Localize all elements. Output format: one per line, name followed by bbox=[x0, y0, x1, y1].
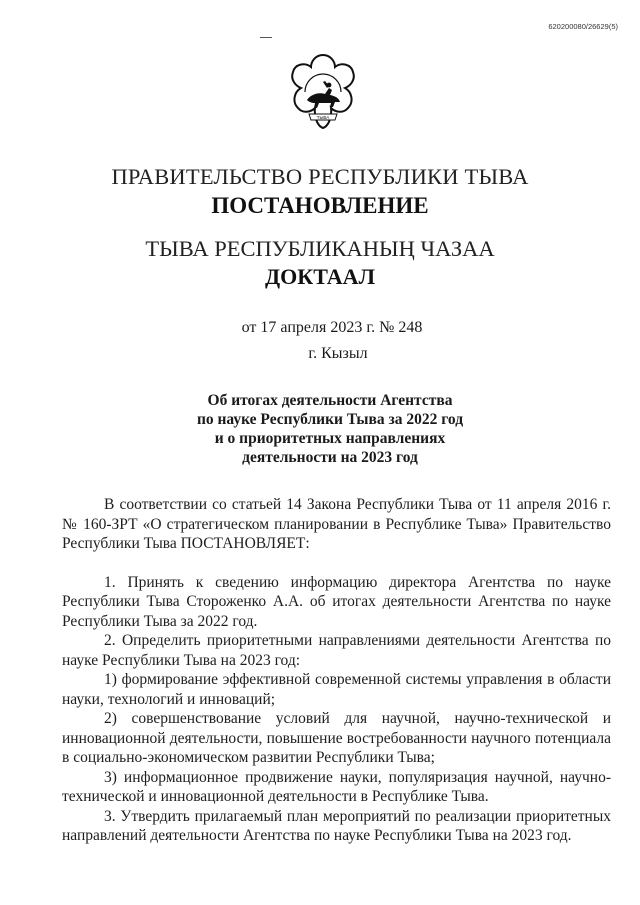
preamble-paragraph: В соответствии со статьей 14 Закона Республики Тыва от 11 апреля 2016 г. № 160-ЗРТ «О стратегическом планировании в Республике Тыва» Правительство Республики Тыва ПОСТАНОВЛЯЕТ: bbox=[62, 496, 611, 552]
subject-line: по науке Республики Тыва за 2022 год bbox=[196, 411, 464, 428]
emblem-text: ТЫВА bbox=[316, 115, 330, 120]
item-paragraph: 3. Утвердить прилагаемый план мероприятий по реализации приоритетных направлений деятельности Агентства по науке Республики Тыва на 2023 год. bbox=[62, 807, 611, 844]
top-mark bbox=[260, 37, 272, 38]
subject-line: деятельности на 2023 год bbox=[242, 449, 418, 466]
government-title-tuvan: ТЫВА РЕСПУБЛИКАНЫҢ ЧАЗАА bbox=[145, 236, 495, 261]
document-code: 620200080/26629(5) bbox=[548, 22, 618, 31]
coat-of-arms-emblem bbox=[285, 52, 361, 136]
item-paragraph: 3) информационное продвижение науки, популяризация научной, научно-технической и инновационной деятельности в Республике Тыва. bbox=[62, 768, 611, 805]
document-subject bbox=[10, 391, 640, 467]
document-type-tuvan: ДОКТААЛ bbox=[265, 264, 375, 289]
document-body bbox=[62, 495, 611, 846]
government-title: ПРАВИТЕЛЬСТВО РЕСПУБЛИКИ ТЫВА bbox=[111, 164, 529, 189]
document-date-number: от 17 апреля 2023 г. № 248 bbox=[241, 319, 423, 336]
item-paragraph: 2) совершенствование условий для научной, научно-технической и инновационной деятельности, повышение востребованности научного потенциала в социально-экономическом развитии Республики Тыва; bbox=[62, 710, 611, 766]
document-city: г. Кызыл bbox=[308, 345, 368, 362]
subject-line: и о приоритетных направлениях bbox=[214, 430, 446, 447]
item-paragraph: 1. Принять к сведению информацию директора Агентства по науке Республики Тыва Стороженко А.А. об итогах деятельности Агентства по науке Республики Тыва за 2022 год. bbox=[62, 573, 611, 630]
subject-line: Об итогах деятельности Агентства bbox=[207, 392, 453, 409]
item-paragraph: 1) формирование эффективной современной системы управления в области науки, технологий и инноваций; bbox=[62, 671, 611, 708]
item-paragraph: 2. Определить приоритетными направлениями деятельности Агентства по науке Республики Тыва на 2023 год: bbox=[62, 632, 611, 669]
document-type: ПОСТАНОВЛЕНИЕ bbox=[211, 193, 429, 218]
